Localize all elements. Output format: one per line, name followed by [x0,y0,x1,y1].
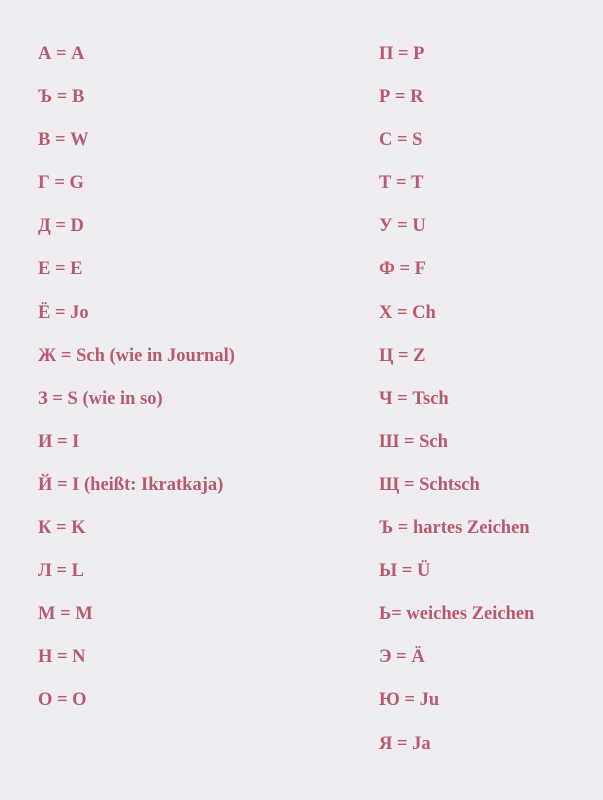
letter-entry: П = P [379,44,425,64]
letter-entry: Ч = Tsch [379,388,449,409]
right-column [379,41,534,774]
letter-entry: Ы = Ü [379,561,431,582]
letter-entry: А = А [38,44,85,64]
letter-entry: Д = D [38,216,84,237]
letter-entry: М = M [38,604,93,625]
letter-entry: Х = Ch [379,302,436,323]
letter-entry: Л = L [38,561,84,582]
letter-entry: Ж = Sch (wie in Journal) [38,345,235,366]
letter-entry: Я = Ja [379,733,431,754]
left-column [38,41,235,731]
letter-entry: З = S (wie in so) [38,388,163,409]
letter-entry: Ь= weiches Zeichen [379,604,535,625]
letter-entry: Ш = Sch [379,431,448,452]
letter-entry: Й = I (heißt: Ikratkaja) [38,474,224,495]
letter-entry: Т = T [379,173,424,194]
letter-entry: Ц = Z [379,345,426,366]
letter-entry: Р = R [379,87,424,108]
letter-entry: Щ = Schtsch [379,474,480,495]
letter-entry: Н = N [38,647,86,668]
letter-entry: С = S [379,130,423,151]
letter-entry: В = W [38,130,89,151]
letter-entry: Ю = Ju [379,690,440,711]
letter-entry: И = I [38,431,80,452]
letter-entry: О = O [38,690,87,711]
letter-entry: Э = Ä [379,647,425,668]
letter-entry: Е = Е [38,259,83,280]
letter-entry: Ё = Jo [38,302,89,323]
letter-entry: Ф = F [379,259,426,280]
letter-entry: Г = G [38,173,84,194]
letter-entry: К = K [38,518,86,539]
letter-entry: У = U [379,216,426,237]
letter-entry: Ъ = В [38,87,85,108]
letter-entry: Ъ = hartes Zeichen [379,518,530,539]
